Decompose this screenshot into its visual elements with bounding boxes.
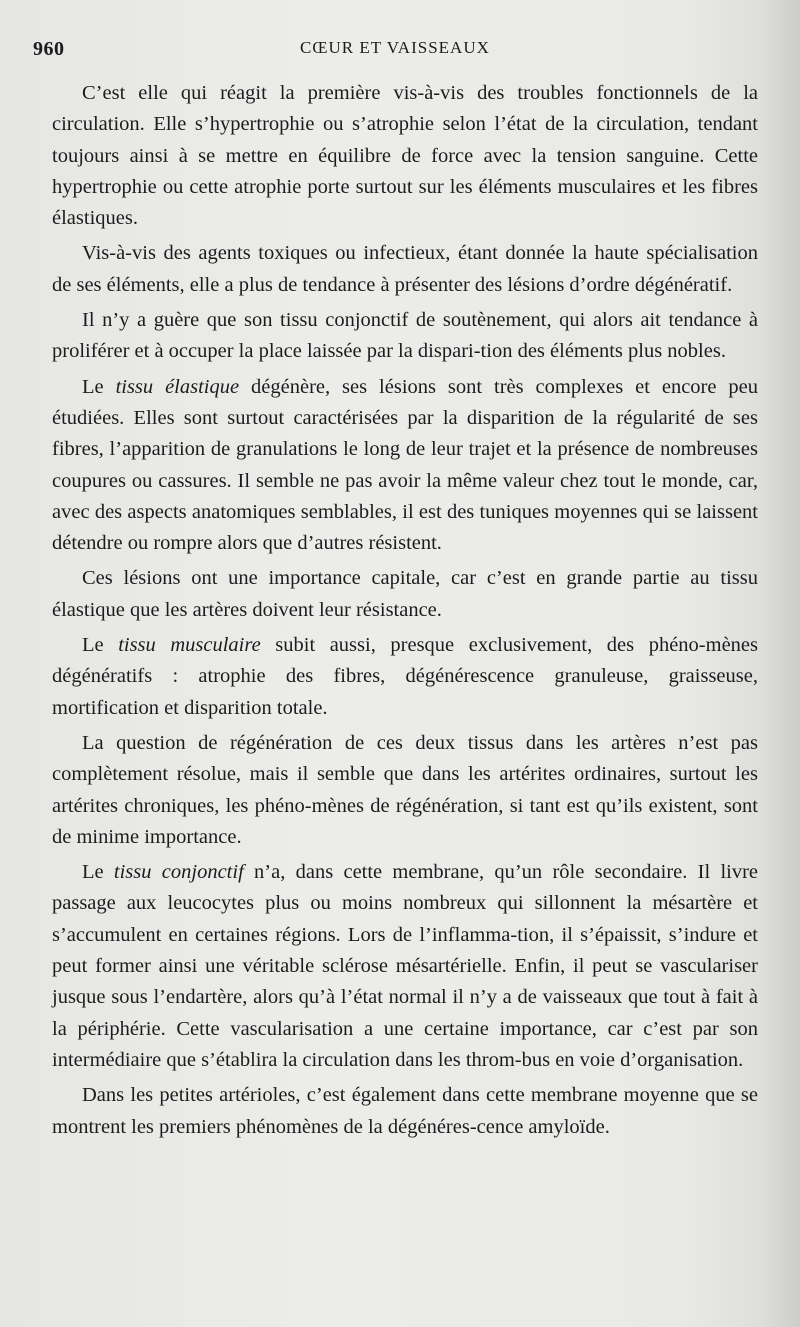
italic-term-elastic-tissue: tissu élastique <box>115 375 240 398</box>
running-head <box>0 34 800 64</box>
italic-term-muscular-tissue: tissu musculaire <box>118 634 261 657</box>
paragraph-toxic-agents: Vis-à-vis des agents toxiques ou infectieux, étant donnée la haute spécialisation de ses éléments, elle a plus de tendance à présenter des lésions d’ordre dégénératif. <box>52 242 758 296</box>
paragraph-body: dégénère, ses lésions sont très complexes et encore peu étudiées. Elles sont surtout caractérisées par la disparition de la régularité de ses fibres, l’apparition de granulations le long de leur trajet et la présence de nombreuses coupures ou cassures. Il semble ne pas avoir la même valeur chez tout le monde, car, avec des aspects anatomiques semblables, il est des tuniques moyennes qui se laissent détendre ou rompre alors que d’autres résistent. <box>52 375 759 555</box>
paragraph-connective-tissue <box>52 857 758 1076</box>
paragraph-connective-support: Il n’y a guère que son tissu conjonctif de soutènement, qui alors ait tendance à proliférer et à occuper la place laissée par la dispari-tion des éléments plus nobles. <box>52 309 758 363</box>
page-number: 960 <box>33 38 65 60</box>
paragraph-lead: Le <box>82 861 114 884</box>
paragraph-lead: Le <box>82 634 119 657</box>
paragraph-body: n’a, dans cette membrane, qu’un rôle secondaire. Il livre passage aux leucocytes plus ou moins nombreux qui sillonnent la mésartère et s’accumulent en certaines régions. Lors de l’inflamma-tion, il s’épaissit, s’indure et peut former ainsi une véritable sclérose mésartérielle. Enfin, il peut se vasculariser jusque sous l’endartère, alors qu’à l’état normal il n’y a de vaisseaux que tout à fait à la périphérie. Cette vascularisation a une certaine importance, car c’est par son intermédiaire que s’établira la circulation dans les throm-bus en voie d’organisation. <box>52 861 759 1071</box>
italic-term-connective-tissue: tissu conjonctif <box>113 861 244 884</box>
paragraph-elastic-tissue <box>52 372 758 560</box>
paragraph-circulation-response: C’est elle qui réagit la première vis-à-vis des troubles fonctionnels de la circulation. Elle s’hypertrophie ou s’atrophie selon l’état de la circulation, tendant toujours ainsi à se mettre en équilibre de force avec la tension sanguine. Cette hypertrophie ou cette atrophie porte surtout sur les éléments musculaires et les fibres élastiques. <box>52 82 758 230</box>
paragraph-muscular-tissue <box>52 630 758 724</box>
body-text <box>52 78 758 1143</box>
paragraph-arterioles: Dans les petites artérioles, c’est également dans cette membrane moyenne que se montrent les premiers phénomènes de la dégénéres-cence amyloïde. <box>52 1084 758 1138</box>
running-title: CŒUR ET VAISSEAUX <box>300 38 490 57</box>
paragraph-body: subit aussi, presque exclusivement, des phéno-mènes dégénératifs : atrophie des fibres, dégénérescence granuleuse, graisseuse, mortification et disparition totale. <box>52 634 759 719</box>
scan-edge-shadow <box>760 0 800 1327</box>
paragraph-capital-importance: Ces lésions ont une importance capitale, car c’est en grande partie au tissu élastique que les artères doivent leur résistance. <box>52 567 758 621</box>
paragraph-regeneration: La question de régénération de ces deux tissus dans les artères n’est pas complètement résolue, mais il semble que dans les artérites ordinaires, surtout les artérites chroniques, les phéno-mènes de régénération, si tant est qu’ils existent, sont de minime importance. <box>52 731 758 848</box>
paragraph-lead: Le <box>82 375 116 398</box>
